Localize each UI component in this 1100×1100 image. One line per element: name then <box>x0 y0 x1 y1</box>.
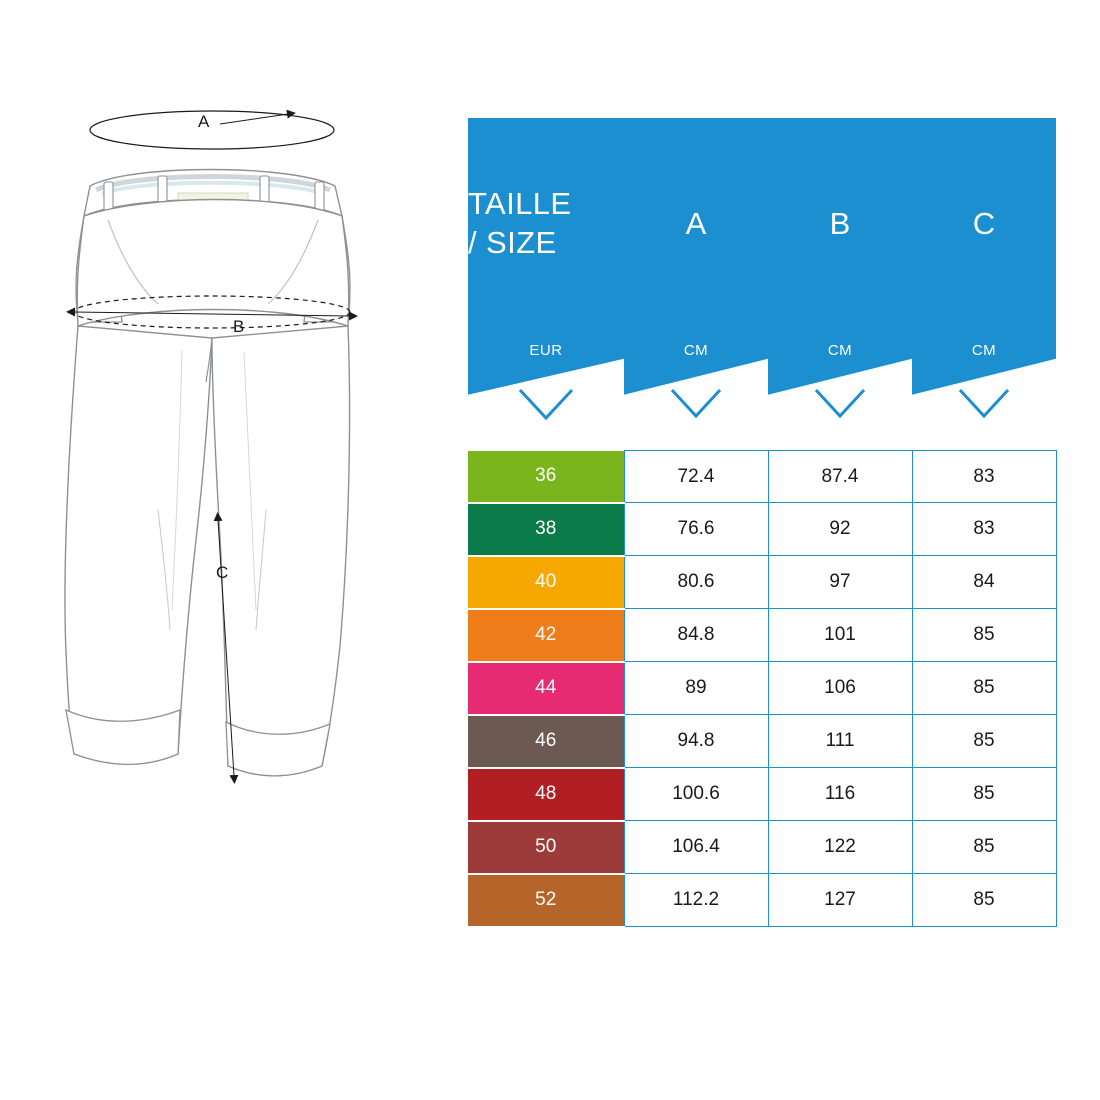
size-cell: 42 <box>468 609 624 662</box>
table-row <box>468 874 1056 927</box>
value-b: 97 <box>768 556 912 609</box>
table-header-row <box>468 118 1056 330</box>
chevron-down-icon-size <box>518 388 574 422</box>
size-cell: 38 <box>468 503 624 556</box>
value-c: 83 <box>912 451 1056 503</box>
table-row <box>468 768 1056 821</box>
value-b: 87.4 <box>768 451 912 503</box>
size-cell: 48 <box>468 768 624 821</box>
value-a: 72.4 <box>624 451 768 503</box>
header-size-cell <box>468 118 624 330</box>
table-row <box>468 609 1056 662</box>
header-size-line1: TAILLE <box>468 186 572 222</box>
header-col-b: B <box>768 118 912 330</box>
table-row <box>468 556 1056 609</box>
value-b: 111 <box>768 715 912 768</box>
value-c: 83 <box>912 503 1056 556</box>
trousers-svg <box>30 90 430 850</box>
size-table <box>468 118 1057 928</box>
size-cell: 52 <box>468 874 624 927</box>
value-b: 106 <box>768 662 912 715</box>
table-row <box>468 451 1056 503</box>
value-b: 122 <box>768 821 912 874</box>
table-unit-row <box>468 330 1056 451</box>
size-cell: 46 <box>468 715 624 768</box>
unit-cell-a <box>624 330 768 451</box>
measure-label-c: C <box>216 563 229 582</box>
value-c: 85 <box>912 821 1056 874</box>
value-b: 127 <box>768 874 912 927</box>
unit-label-a: CM <box>683 342 709 359</box>
value-a: 106.4 <box>624 821 768 874</box>
size-cell: 36 <box>468 451 624 503</box>
measure-label-b: B <box>233 317 245 336</box>
size-chart-table <box>468 118 1056 930</box>
header-col-a: A <box>624 118 768 330</box>
value-c: 85 <box>912 609 1056 662</box>
value-b: 92 <box>768 503 912 556</box>
value-a: 76.6 <box>624 503 768 556</box>
measure-label-a: A <box>198 112 210 131</box>
size-cell: 44 <box>468 662 624 715</box>
trousers-technical-drawing <box>30 90 430 850</box>
table-row <box>468 503 1056 556</box>
unit-band-a <box>624 330 768 450</box>
value-a: 94.8 <box>624 715 768 768</box>
unit-cell-size <box>468 330 624 451</box>
value-b: 101 <box>768 609 912 662</box>
table-row <box>468 821 1056 874</box>
value-c: 84 <box>912 556 1056 609</box>
unit-band-b <box>768 330 912 450</box>
unit-cell-b <box>768 330 912 451</box>
value-a: 89 <box>624 662 768 715</box>
unit-cell-c <box>912 330 1056 451</box>
value-c: 85 <box>912 715 1056 768</box>
chevron-down-icon-a <box>670 388 722 420</box>
size-cell: 40 <box>468 556 624 609</box>
value-b: 116 <box>768 768 912 821</box>
header-col-c: C <box>912 118 1056 330</box>
value-a: 112.2 <box>624 874 768 927</box>
unit-label-b: CM <box>827 342 853 359</box>
chevron-down-icon-b <box>814 388 866 420</box>
table-row <box>468 662 1056 715</box>
chevron-down-icon-c <box>958 388 1010 420</box>
unit-label-c: CM <box>971 342 997 359</box>
unit-band-c <box>912 330 1056 450</box>
header-size-line2: / SIZE <box>468 225 557 260</box>
value-c: 85 <box>912 662 1056 715</box>
table-row <box>468 715 1056 768</box>
value-c: 85 <box>912 874 1056 927</box>
unit-label-size: EUR <box>529 342 563 359</box>
value-a: 84.8 <box>624 609 768 662</box>
value-c: 85 <box>912 768 1056 821</box>
value-a: 100.6 <box>624 768 768 821</box>
size-cell: 50 <box>468 821 624 874</box>
value-a: 80.6 <box>624 556 768 609</box>
unit-band-size <box>468 330 624 450</box>
